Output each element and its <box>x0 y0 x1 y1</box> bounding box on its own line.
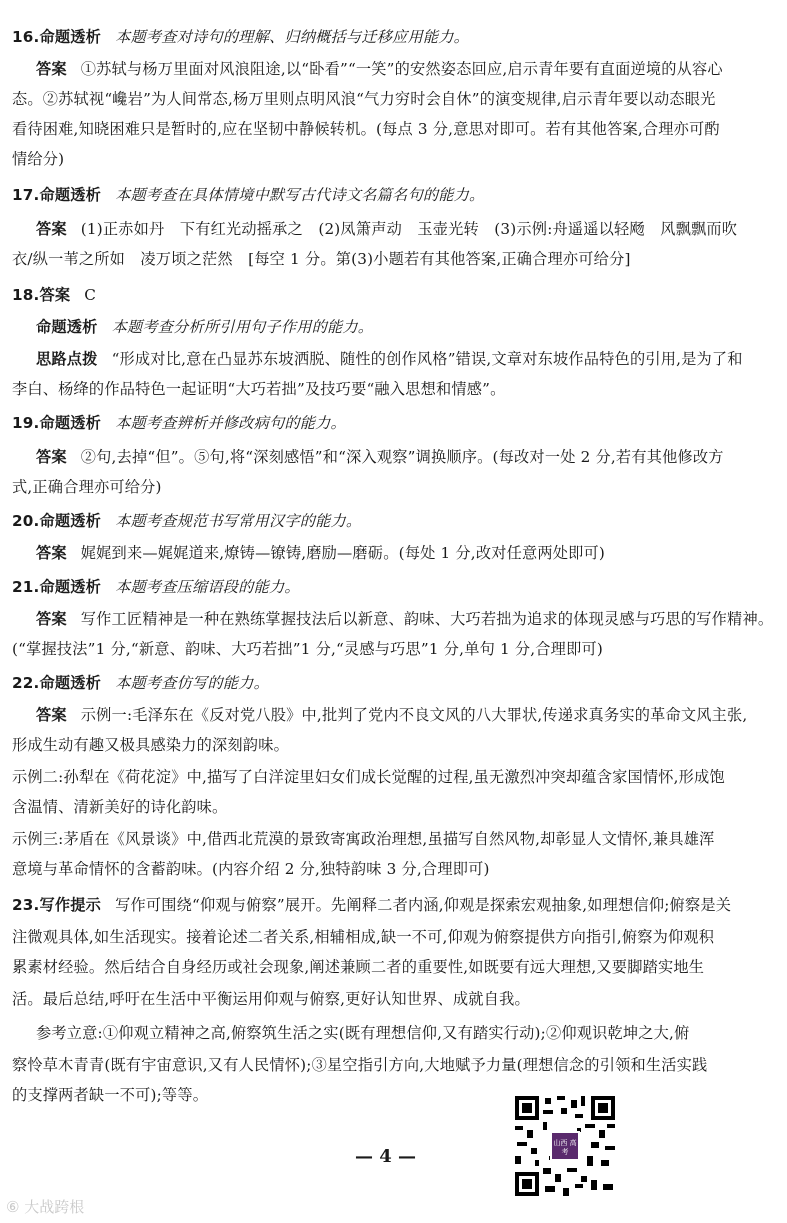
q21-answer-text-1: 写作工匠精神是一种在熟练掌握技法后以新意、韵味、大巧若拙为追求的体现灵感与巧思的写作精神。 <box>80 610 774 628</box>
q22-analysis-line <box>12 672 269 694</box>
q21-answer-line-2: (“掌握技法”1 分,“新意、韵味、大巧若拙”1 分,“灵感与巧思”1 分,单句 1 分,合理即可) <box>12 640 603 658</box>
q21-analysis-label: 命题透析 <box>39 578 102 596</box>
q16-analysis-line <box>12 26 469 48</box>
q18-hint-label: 思路点拨 <box>36 350 98 368</box>
q19-analysis-text: 本题考查辨析并修改病句的能力。 <box>115 414 346 432</box>
q20-analysis-label: 命题透析 <box>39 512 102 530</box>
q19-answer-text-1: ②句,去掉“但”。⑤句,将“深刻感悟”和“深入观察”调换顺序。(每改对一处 2 分,若有其他修改方 <box>80 448 724 466</box>
q16-number: 16. <box>12 28 40 46</box>
q18-number: 18. <box>12 286 40 304</box>
q21-analysis-text: 本题考查压缩语段的能力。 <box>115 578 300 596</box>
q17-answer-text-1: (1)正赤如丹 下有红光动摇承之 (2)凤箫声动 玉壶光转 (3)示例:舟遥遥以轻飏 风飘飘而吹 <box>80 220 738 238</box>
q23-number: 23. <box>12 896 40 914</box>
q20-answer-label: 答案 <box>36 544 67 562</box>
q23-ref-line-1: 参考立意:①仰观立精神之高,俯察筑生活之实(既有理想信仰,又有踏实行动);②仰观识乾坤之大,俯 <box>36 1024 690 1042</box>
q18-answer-line <box>12 284 96 306</box>
q18-answer-value: C <box>84 286 97 304</box>
q18-hint-line-1 <box>36 348 743 370</box>
q16-answer-label: 答案 <box>36 60 67 78</box>
watermark-text: ⑥ 大战跨根 <box>6 1198 85 1216</box>
q16-analysis-label: 命题透析 <box>39 28 102 46</box>
qr-logo: 山西 高考 <box>550 1131 580 1161</box>
q19-analysis-line <box>12 412 346 434</box>
q16-answer-line-2: 态。②苏轼视“巉岩”为人间常态,杨万里则点明风浪“气力穷时会自休”的演变规律,启示青年要以动态眼光 <box>12 90 716 108</box>
q21-answer-label: 答案 <box>36 610 67 628</box>
q22-line-6: 意境与革命情怀的含蓄韵味。(内容介绍 2 分,独特韵味 3 分,合理即可) <box>12 860 490 878</box>
q23-tip-text-1: 写作可围绕“仰观与俯察”展开。先阐释二者内涵,仰观是探索宏观抽象,如理想信仰;俯察是关 <box>115 896 732 914</box>
q22-analysis-text: 本题考查仿写的能力。 <box>115 674 269 692</box>
q17-analysis-text: 本题考查在具体情境中默写古代诗文名篇名句的能力。 <box>115 186 485 204</box>
q22-line-3: 示例二:孙犁在《荷花淀》中,描写了白洋淀里妇女们成长觉醒的过程,虽无激烈冲突却蕴含家国情怀,形成饱 <box>12 768 725 786</box>
q16-analysis-text: 本题考查对诗句的理解、归纳概括与迁移应用能力。 <box>115 28 469 46</box>
qr-code[interactable] <box>513 1094 617 1198</box>
q23-tip-line-2: 注微观具体,如生活现实。接着论述二者关系,相辅相成,缺一不可,仰观为俯察提供方向指引,俯察为仰观积 <box>12 928 715 946</box>
q22-line-5: 示例三:茅盾在《风景谈》中,借西北荒漠的景致寄寓政治理想,虽描写自然风物,却彰显人文情怀,兼具雄浑 <box>12 830 715 848</box>
q19-number: 19. <box>12 414 40 432</box>
q21-number: 21. <box>12 578 40 596</box>
q22-number: 22. <box>12 674 40 692</box>
q23-ref-line-3: 的支撑两者缺一不可);等等。 <box>12 1086 209 1104</box>
q22-line-4: 含温情、清新美好的诗化韵味。 <box>12 798 228 816</box>
q17-answer-label: 答案 <box>36 220 67 238</box>
q17-analysis-label: 命题透析 <box>39 186 102 204</box>
q20-analysis-line <box>12 510 361 532</box>
q20-number: 20. <box>12 512 40 530</box>
q22-example-1-text: 示例一:毛泽东在《反对党八股》中,批判了党内不良文风的八大罪状,传递求真务实的革命文风主张, <box>80 706 748 724</box>
q19-analysis-label: 命题透析 <box>39 414 102 432</box>
page-number: — 4 — <box>355 1146 417 1167</box>
q18-analysis-text: 本题考查分析所引用句子作用的能力。 <box>111 318 374 336</box>
q23-tip-label: 写作提示 <box>39 896 102 914</box>
q21-answer-line-1 <box>36 608 773 630</box>
q20-answer-text: 娓娓到来—娓娓道来,燎铸—镣铸,磨励—磨砺。(每处 1 分,改对任意两处即可) <box>80 544 606 562</box>
q20-answer-line <box>36 542 605 564</box>
q18-hint-line-2: 李白、杨绛的作品特色一起证明“大巧若拙”及技巧要“融入思想和情感”。 <box>12 380 506 398</box>
q20-analysis-text: 本题考查规范书写常用汉字的能力。 <box>115 512 362 530</box>
q18-analysis-label: 命题透析 <box>36 318 98 336</box>
q19-answer-line-1 <box>36 446 724 468</box>
q19-answer-label: 答案 <box>36 448 67 466</box>
q19-answer-line-2: 式,正确合理亦可给分) <box>12 478 162 496</box>
q18-hint-text-1: “形成对比,意在凸显苏东坡洒脱、随性的创作风格”错误,文章对东坡作品特色的引用,是为了和 <box>111 350 743 368</box>
q17-analysis-line <box>12 184 484 206</box>
q16-answer-line-4: 情给分) <box>12 150 65 168</box>
q21-analysis-line <box>12 576 300 598</box>
q23-tip-line-3: 累素材经验。然后结合自身经历或社会现象,阐述兼顾二者的重要性,如既要有远大理想,又要脚踏实地生 <box>12 958 705 976</box>
q18-analysis-line <box>36 316 373 338</box>
q22-answer-line-1 <box>36 704 747 726</box>
q22-answer-label: 答案 <box>36 706 67 724</box>
q17-answer-line-1 <box>36 218 737 240</box>
q23-tip-line-4: 活。最后总结,呼吁在生活中平衡运用仰观与俯察,更好认知世界、成就自我。 <box>12 990 530 1008</box>
q18-answer-label: 答案 <box>39 286 71 304</box>
q17-number: 17. <box>12 186 40 204</box>
q16-answer-text-1: ①苏轼与杨万里面对风浪阻途,以“卧看”“一笑”的安然姿态回应,启示青年要有直面逆境的从容心 <box>80 60 723 78</box>
q16-answer-line-3: 看待困难,知晓困难只是暂时的,应在坚韧中静候转机。(每点 3 分,意思对即可。若有其他答案,合理亦可酌 <box>12 120 720 138</box>
q23-ref-line-2: 察怜草木青青(既有宇宙意识,又有人民情怀);③星空指引方向,大地赋予力量(理想信念的引领和生活实践 <box>12 1056 708 1074</box>
q17-answer-line-2: 衣/纵一苇之所如 凌万顷之茫然 [每空 1 分。第(3)小题若有其他答案,正确合理亦可给分] <box>12 250 631 268</box>
q22-line-2: 形成生动有趣又极具感染力的深刻韵味。 <box>12 736 289 754</box>
q22-analysis-label: 命题透析 <box>39 674 102 692</box>
q23-tip-line-1 <box>12 894 731 916</box>
q16-answer-line-1 <box>36 58 723 80</box>
